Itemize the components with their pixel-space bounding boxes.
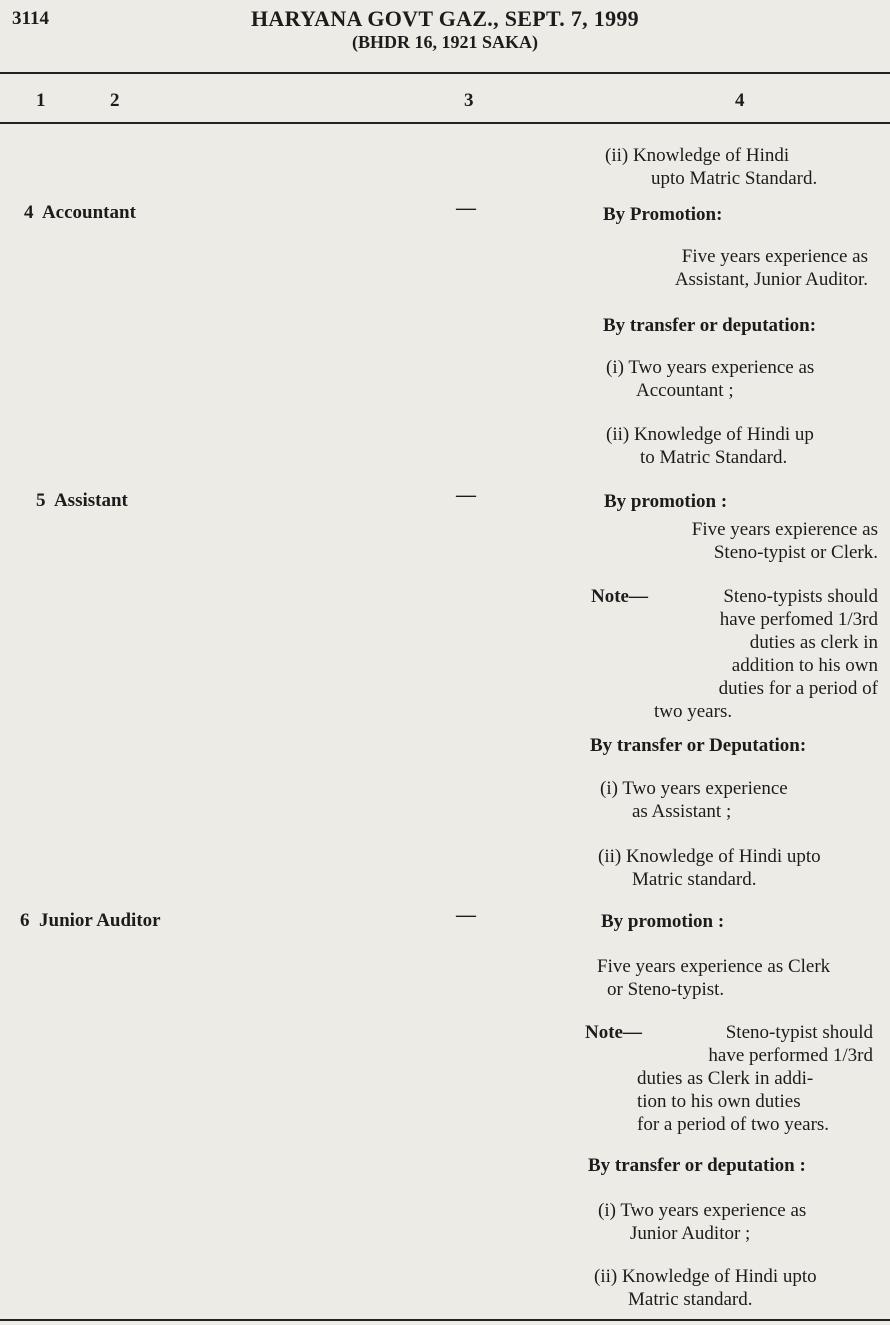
post-row-junior-auditor	[20, 910, 161, 932]
transfer-item-2: (ii) Knowledge of Hindi upto Matric standard.	[598, 846, 821, 890]
column-number-1: 1	[36, 90, 46, 111]
column-number-4: 4	[735, 90, 745, 111]
serial-number: 4	[24, 202, 34, 223]
gazette-date-saka: (BHDR 16, 1921 SAKA)	[351, 32, 538, 52]
column-3-dash: —	[456, 904, 476, 926]
post-row-accountant	[24, 202, 136, 224]
promotion-requirement: Five years experience as Clerk or Steno-typist.	[597, 956, 831, 1000]
promotion-requirement: Five years experience as Assistant, Junior Auditor.	[674, 246, 868, 290]
transfer-item-1: (i) Two years experience as Accountant ;	[606, 357, 815, 401]
transfer-item-2: (ii) Knowledge of Hindi upto Matric standard.	[594, 1266, 817, 1310]
serial-number: 6	[20, 910, 30, 931]
promotion-heading: By promotion :	[604, 491, 728, 512]
post-name: Assistant	[53, 490, 128, 511]
header-rule-bottom	[0, 122, 890, 124]
promotion-heading: By Promotion:	[603, 204, 723, 225]
note-block: Note— Steno-typists should have perfomed 1/3rd duties as clerk in addition to his own duties for a period of two years.	[591, 586, 878, 722]
serial-number: 5	[36, 490, 46, 511]
post-name: Junior Auditor	[39, 910, 161, 931]
footer-rule	[0, 1319, 890, 1321]
continuation-hindi-knowledge: (ii) Knowledge of Hindi upto Matric Standard.	[605, 145, 818, 189]
column-3-dash: —	[456, 197, 476, 219]
column-number-3: 3	[464, 90, 474, 111]
transfer-item-1: (i) Two years experience as Assistant ;	[600, 778, 788, 822]
transfer-item-2: (ii) Knowledge of Hindi up to Matric Standard.	[606, 424, 814, 468]
transfer-heading: By transfer or deputation:	[603, 315, 817, 336]
transfer-item-1: (i) Two years experience as Junior Auditor ;	[598, 1200, 807, 1244]
note-block: Note— Steno-typist should have performed 1/3rd duties as Clerk in addi- tion to his own duties for a period of two years.	[585, 1022, 873, 1135]
post-name: Accountant	[41, 202, 136, 223]
column-3-dash: —	[456, 484, 476, 506]
page-number: 3114	[12, 8, 49, 29]
gazette-title: HARYANA GOVT GAZ., SEPT. 7, 1999	[251, 6, 639, 31]
promotion-requirement: Five years expierence as Steno-typist or Clerk.	[691, 519, 878, 563]
transfer-heading: By transfer or deputation :	[588, 1155, 806, 1176]
promotion-heading: By promotion :	[601, 911, 725, 932]
note-label: Note—	[591, 586, 648, 607]
note-label: Note—	[585, 1022, 642, 1043]
transfer-heading: By transfer or Deputation:	[590, 735, 807, 756]
header-rule-top	[0, 72, 890, 74]
column-number-2: 2	[110, 90, 120, 111]
post-row-assistant	[36, 490, 128, 512]
